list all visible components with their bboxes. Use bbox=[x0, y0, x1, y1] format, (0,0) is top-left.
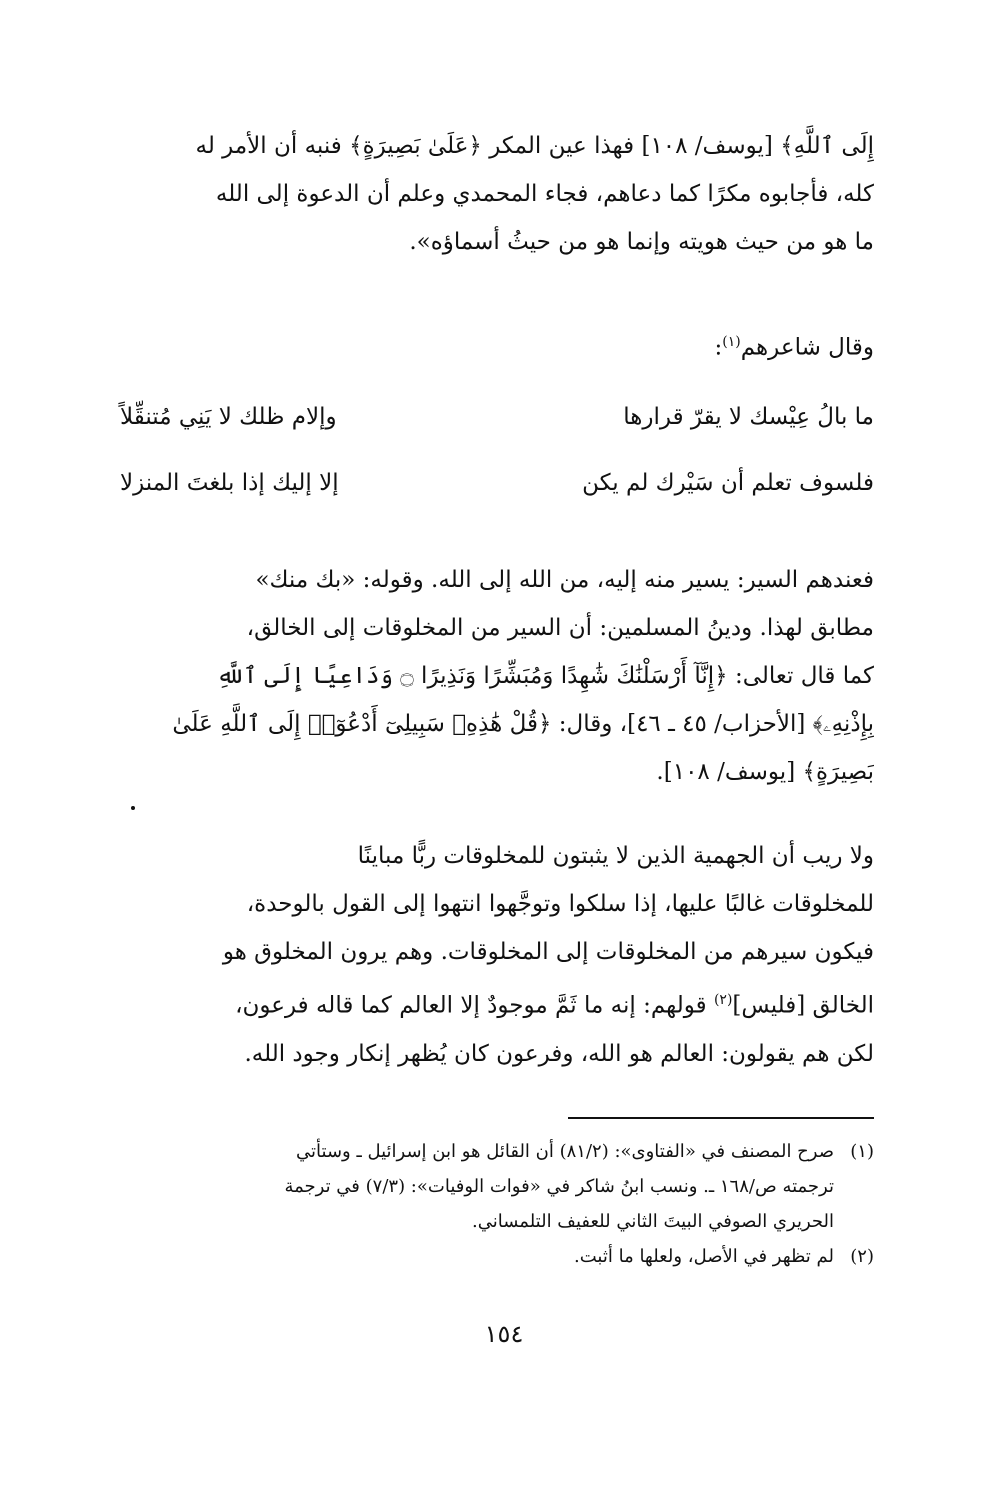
footnote-ref-1: (١) bbox=[722, 334, 741, 350]
text-line: مطابق لهذا. ودينُ المسلمين: أن السير من المخلوقات إلى الخالق، bbox=[246, 615, 874, 641]
text-line: فعندهم السير: يسير منه إليه، من الله إلى الله. وقوله: «بك منك» bbox=[255, 567, 874, 593]
text-line: بِإِذْنِهِۦ﴾ [الأحزاب/ ٤٥ ـ ٤٦]، وقال: ﴿قُلْ هَٰذِهِۦ سَبِيلِىٓ أَدْعُوٓا۟ إِلَى ٱللَّهِ عَلَىٰ bbox=[172, 711, 874, 737]
line-segment: الخالق [فليس] bbox=[732, 992, 874, 1019]
footnote-ref-2: (٢) bbox=[713, 992, 733, 1008]
footnote-body bbox=[132, 1134, 834, 1239]
paragraph-1 bbox=[132, 122, 874, 266]
footnote-number: (١) bbox=[850, 1141, 874, 1162]
page-number: ١٥٤ bbox=[484, 1320, 524, 1348]
footnote-number: (٢) bbox=[850, 1246, 874, 1267]
footnote-line: ترجمته ص/١٦٨ ـ. ونسب ابنُ شاكر في «فوات الوفيات»: (٧/٣) في ترجمة bbox=[284, 1176, 834, 1197]
verse-second-hemistich: إلا إليك إذا بلغتَ المنزلا bbox=[120, 470, 339, 496]
footnote-1 bbox=[132, 1134, 874, 1239]
text-line: ولا ريب أن الجهمية الذين لا يثبتون للمخلوقات ربًّا مباينًا bbox=[357, 843, 874, 869]
footnotes bbox=[132, 1134, 874, 1274]
text-line: كما قال تعالى: ﴿إِنَّآ أَرْسَلْنَٰكَ شَٰهِدًا وَمُبَشِّرًا وَنَذِيرًا ۝ وَدَاعِيًا إِلَى ٱللَّهِ bbox=[216, 663, 874, 689]
footnote-separator bbox=[568, 1117, 874, 1119]
line-segment: قولهم: إنه ما ثَمَّ موجودٌ إلا العالم كما قاله فرعون، bbox=[235, 992, 714, 1019]
text-line: إِلَى ٱللَّهِ﴾ [يوسف/ ١٠٨] فهذا عين المكر ﴿عَلَىٰ بَصِيرَةٍ﴾ فنبه أن الأمر له bbox=[195, 133, 874, 159]
poet-intro-text: وقال شاعرهم bbox=[740, 334, 874, 361]
poet-intro-colon: : bbox=[714, 334, 723, 361]
footnote-line: صرح المصنف في «الفتاوى»: (٨١/٢) أن القائل هو ابن إسرائيل ـ وستأتي bbox=[296, 1141, 834, 1162]
verse-first-hemistich: ما بالُ عِيْسك لا يقرّ قرارها bbox=[623, 404, 874, 430]
text-line: كله، فأجابوه مكرًا كما دعاهم، فجاء المحمدي وعلم أن الدعوة إلى الله bbox=[215, 181, 874, 207]
text-line: للمخلوقات غالبًا عليها، إذا سلكوا وتوجَّهوا انتهوا إلى القول بالوحدة، bbox=[246, 891, 874, 917]
footnote-2 bbox=[132, 1239, 874, 1274]
text-line bbox=[132, 976, 874, 1030]
footnote-line: الحريري الصوفي البيتَ الثاني للعفيف التلمساني. bbox=[472, 1211, 834, 1232]
poem-verse bbox=[120, 404, 874, 444]
paragraph-2 bbox=[132, 556, 874, 796]
stray-dot bbox=[131, 806, 135, 810]
text-line: ما هو من حيث هويته وإنما هو من حيثُ أسماؤه». bbox=[409, 229, 874, 255]
poem-verse bbox=[120, 470, 874, 510]
verse-second-hemistich: وإلام ظلك لا يَنِي مُتنقِّلاً bbox=[120, 404, 337, 430]
text-line: بَصِيرَةٍ﴾ [يوسف/ ١٠٨]. bbox=[656, 759, 874, 785]
text-line: لكن هم يقولون: العالم هو الله، وفرعون كان يُظهر إنكار وجود الله. bbox=[244, 1040, 874, 1067]
footnote-body bbox=[132, 1239, 834, 1274]
poet-intro bbox=[715, 322, 874, 368]
text-line: فيكون سيرهم من المخلوقات إلى المخلوقات. وهم يرون المخلوق هو bbox=[222, 939, 874, 965]
paragraph-3 bbox=[132, 832, 874, 1078]
footnote-line: لم تظهر في الأصل، ولعلها ما أثبت. bbox=[574, 1246, 834, 1267]
verse-first-hemistich: فلسوف تعلم أن سَيْرك لم يكن bbox=[582, 470, 874, 496]
